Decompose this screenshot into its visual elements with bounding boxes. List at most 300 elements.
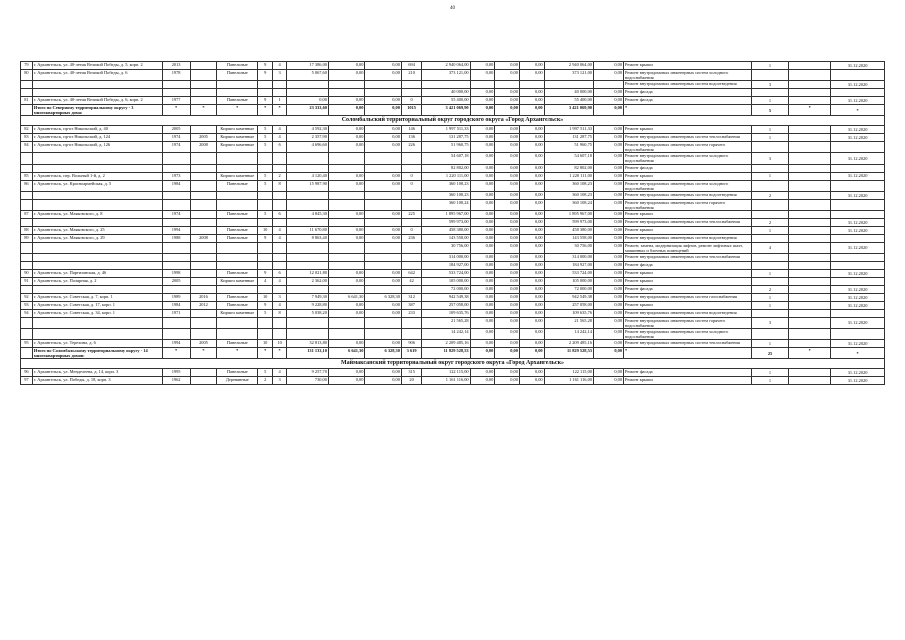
table-cell: 0,00 <box>365 309 401 317</box>
table-cell <box>751 142 789 153</box>
table-cell: 0,00 <box>593 226 623 234</box>
table-cell: 225 <box>401 210 421 218</box>
table-cell: Панельные <box>217 97 258 105</box>
table-cell: 0,00 <box>593 348 623 359</box>
table-cell: 1974 <box>162 134 190 142</box>
table-cell: 55 400,00 <box>422 97 470 105</box>
table-cell <box>162 329 190 340</box>
table-cell <box>751 180 789 191</box>
table-cell <box>287 89 329 97</box>
table-cell: 0,00 <box>365 142 401 153</box>
table-cell: 21 565,28 <box>422 317 470 328</box>
table-cell: Ремонт крыши <box>624 277 752 285</box>
table-cell: Ремонт крыши <box>624 226 752 234</box>
table-cell <box>190 317 217 328</box>
table-cell: 360 108,24 <box>544 199 593 210</box>
table-cell: 0,00 <box>470 126 495 134</box>
table-cell: 82 <box>21 126 33 134</box>
table-cell: 86 <box>21 180 33 191</box>
table-cell <box>190 261 217 269</box>
table-cell: 0,00 <box>328 226 364 234</box>
table-cell <box>789 218 831 226</box>
table-cell: 31.12.2020 <box>831 285 885 293</box>
table-cell: Ремонт внутридомовых инженерных систем теплоснабжения <box>624 253 752 261</box>
table-cell: Панельные <box>217 369 258 377</box>
table-cell: 5 <box>258 210 273 218</box>
table-cell: 5 <box>258 142 273 153</box>
table-cell <box>190 172 217 180</box>
table-cell: 81 <box>21 97 33 105</box>
table-cell: 42 <box>401 277 421 285</box>
table-cell: 0,00 <box>593 293 623 301</box>
table-cell: 93 <box>21 301 33 309</box>
table-cell: 122 115,00 <box>544 369 593 377</box>
table-row <box>21 142 885 153</box>
table-cell: 360 108,23 <box>422 180 470 191</box>
table-cell: 0,00 <box>365 340 401 348</box>
table-cell: 4 592,30 <box>287 126 329 134</box>
table-cell <box>751 199 789 210</box>
table-cell: * <box>273 348 287 359</box>
table-cell: 0,00 <box>519 277 544 285</box>
table-cell: 2005 <box>162 277 190 285</box>
table-cell: Ремонт крыши <box>624 210 752 218</box>
table-cell: г. Архангельск, ул. 40-летия Великой Победы, д. 6 <box>32 70 162 81</box>
table-cell: 360 108,24 <box>422 199 470 210</box>
table-cell <box>190 180 217 191</box>
table-cell: 2 209 485,16 <box>422 340 470 348</box>
table-cell: 10 <box>273 340 287 348</box>
table-cell: 1015 <box>401 105 421 116</box>
table-cell: 10 <box>258 226 273 234</box>
table-row <box>21 377 885 385</box>
table-cell: 360 108,23 <box>544 180 593 191</box>
table-cell <box>190 126 217 134</box>
table-cell: 0,00 <box>495 105 520 116</box>
table-cell <box>789 329 831 340</box>
table-cell: 4 <box>273 234 287 242</box>
table-cell: г. Архангельск, ул. Партизанская, д. 46 <box>32 269 162 277</box>
table-cell <box>365 81 401 89</box>
table-cell: 10 <box>258 340 273 348</box>
table-cell <box>32 218 162 226</box>
table-cell <box>789 340 831 348</box>
table-cell: 3 421 069,90 <box>544 105 593 116</box>
table-cell <box>365 199 401 210</box>
table-cell <box>401 153 421 164</box>
table-cell: 2013 <box>162 62 190 70</box>
table-cell <box>190 329 217 340</box>
table-cell: Итого по Северному территориальному округу - 3 многоквартирных дома: <box>32 105 162 116</box>
table-cell <box>32 81 162 89</box>
table-cell: 226 <box>401 142 421 153</box>
table-cell: 80 <box>21 70 33 81</box>
table-cell: 0,00 <box>593 153 623 164</box>
table-cell <box>365 242 401 253</box>
table-cell: 2 <box>751 285 789 293</box>
table-cell: 0,00 <box>519 348 544 359</box>
table-cell <box>789 309 831 317</box>
table-cell: 31.12.2020 <box>831 62 885 70</box>
section-header-row <box>21 116 885 126</box>
table-cell: 1994 <box>162 340 190 348</box>
table-cell: 6 641,30 <box>328 293 364 301</box>
table-cell: 72 000,00 <box>544 285 593 293</box>
table-cell: 1 220 111,00 <box>422 172 470 180</box>
table-cell: Панельные <box>217 210 258 218</box>
table-cell: 0,00 <box>593 269 623 277</box>
table-cell: 0 <box>401 226 421 234</box>
table-cell: 0,00 <box>470 164 495 172</box>
table-cell <box>21 329 33 340</box>
table-cell: 0,00 <box>519 329 544 340</box>
section-title: Соломбальский территориальный округ городского округа «Город Архангельск» <box>21 116 885 126</box>
table-cell: 9 <box>258 269 273 277</box>
table-cell: 1971 <box>162 309 190 317</box>
table-cell: 31.12.2020 <box>831 317 885 328</box>
table-cell <box>162 153 190 164</box>
table-cell: Панельные <box>217 62 258 70</box>
table-cell <box>258 81 273 89</box>
table-row <box>21 234 885 242</box>
table-cell: Ремонт внутридомовых инженерных систем теплоснабжения <box>624 340 752 348</box>
table-cell <box>831 277 885 285</box>
table-cell: 184 927,00 <box>544 261 593 269</box>
table-cell <box>401 253 421 261</box>
table-cell: Ремонт крыши <box>624 377 752 385</box>
table-cell: 0,00 <box>365 210 401 218</box>
table-cell <box>365 329 401 340</box>
table-cell <box>789 62 831 70</box>
table-cell <box>831 199 885 210</box>
table-cell: 1 <box>751 62 789 70</box>
table-cell <box>789 234 831 242</box>
table-cell: 12 021,80 <box>287 269 329 277</box>
table-cell <box>789 134 831 142</box>
table-cell <box>751 70 789 81</box>
table-cell <box>21 242 33 253</box>
table-cell: 1973 <box>162 172 190 180</box>
table-cell: 131 287,75 <box>422 134 470 142</box>
table-cell <box>287 81 329 89</box>
table-cell: 4 <box>273 369 287 377</box>
table-cell: 458 380,00 <box>422 226 470 234</box>
table-cell: 4 <box>273 226 287 234</box>
table-cell: 0,00 <box>593 134 623 142</box>
table-cell <box>401 242 421 253</box>
table-cell: Ремонт внутридомовых инженерных систем водоотведения <box>624 81 752 89</box>
table-cell: 89 <box>21 234 33 242</box>
table-cell: 3 <box>273 70 287 81</box>
table-cell: Деревянные <box>217 377 258 385</box>
table-cell: 1 <box>273 97 287 105</box>
table-cell <box>32 329 162 340</box>
table-cell: * <box>162 348 190 359</box>
table-cell: * <box>258 348 273 359</box>
table-cell: 360 108,23 <box>544 191 593 199</box>
table-cell: 0,00 <box>519 317 544 328</box>
table-cell: 1994 <box>162 226 190 234</box>
table-cell <box>217 191 258 199</box>
table-cell <box>789 210 831 218</box>
table-cell <box>789 317 831 328</box>
table-cell: 0,00 <box>328 97 364 105</box>
table-cell: Ремонт внутридомовых инженерных систем горячего водоснабжения <box>624 142 752 153</box>
table-cell <box>365 89 401 97</box>
table-cell: 90 <box>21 269 33 277</box>
table-cell: 32 813,80 <box>287 340 329 348</box>
table-cell <box>287 153 329 164</box>
table-cell: 4 <box>273 126 287 134</box>
table-cell <box>190 81 217 89</box>
table-cell: Ремонт внутридомовых инженерных систем холодного водоснабжения <box>624 70 752 81</box>
table-cell: 25 <box>751 348 789 359</box>
table-cell: * <box>190 348 217 359</box>
table-cell: 0,00 <box>519 180 544 191</box>
repair-program-table <box>20 61 885 385</box>
table-cell: 0,00 <box>328 70 364 81</box>
table-cell: 0,00 <box>470 340 495 348</box>
table-cell: 31.12.2020 <box>831 377 885 385</box>
table-cell: 0,00 <box>365 62 401 70</box>
table-cell: 0,00 <box>495 242 520 253</box>
table-cell: г. Архангельск, ул. Терехина, д. 6 <box>32 340 162 348</box>
table-cell: 0,00 <box>495 369 520 377</box>
table-cell: 0,00 <box>365 269 401 277</box>
table-cell: * <box>162 105 190 116</box>
table-cell: 146 <box>401 126 421 134</box>
table-row <box>21 340 885 348</box>
table-cell: 6 641,30 <box>328 348 364 359</box>
table-cell: 1 <box>751 126 789 134</box>
table-cell <box>32 191 162 199</box>
table-cell <box>365 261 401 269</box>
table-cell: 54 607,18 <box>544 153 593 164</box>
table-cell: 0,00 <box>328 301 364 309</box>
table-cell: 0,00 <box>470 377 495 385</box>
table-cell: г. Архангельск, пр-кт Никольский, д. 40 <box>32 126 162 134</box>
table-cell <box>258 285 273 293</box>
table-cell <box>751 234 789 242</box>
table-cell <box>401 81 421 89</box>
table-cell: 0,00 <box>495 261 520 269</box>
table-cell <box>789 126 831 134</box>
table-cell: 8 863,40 <box>287 234 329 242</box>
table-cell <box>162 261 190 269</box>
table-cell: 533 724,00 <box>422 269 470 277</box>
table-cell: 0,00 <box>365 301 401 309</box>
table-cell <box>287 242 329 253</box>
table-cell <box>831 164 885 172</box>
table-cell <box>831 180 885 191</box>
table-cell <box>190 89 217 97</box>
table-cell: Панельные <box>217 269 258 277</box>
table-cell <box>831 329 885 340</box>
table-cell: 9 <box>258 70 273 81</box>
table-cell: 0,00 <box>470 348 495 359</box>
table-cell: 0,00 <box>328 210 364 218</box>
table-cell: 31.12.2020 <box>831 242 885 253</box>
table-cell: 0,00 <box>519 293 544 301</box>
table-cell <box>190 269 217 277</box>
table-cell: 131 287,75 <box>544 134 593 142</box>
table-cell: 4 <box>273 62 287 70</box>
table-cell: 105 000,00 <box>544 277 593 285</box>
table-cell: Панельные <box>217 70 258 81</box>
table-cell: 2 209 485,16 <box>544 340 593 348</box>
table-cell: * <box>789 105 831 116</box>
table-cell: 5 <box>258 309 273 317</box>
table-cell: 0,00 <box>495 180 520 191</box>
table-cell: 0,00 <box>328 142 364 153</box>
table-cell: 5 <box>258 134 273 142</box>
table-cell: * <box>831 348 885 359</box>
table-cell <box>789 89 831 97</box>
table-cell: Ремонт крыши <box>624 62 752 70</box>
table-cell: 11 670,80 <box>287 226 329 234</box>
table-cell: 143 558,00 <box>544 234 593 242</box>
table-cell <box>217 81 258 89</box>
table-cell <box>751 329 789 340</box>
table-cell <box>217 317 258 328</box>
table-cell: 0,00 <box>495 134 520 142</box>
table-cell <box>258 242 273 253</box>
table-cell: 0,00 <box>519 70 544 81</box>
table-cell: 0,00 <box>495 218 520 226</box>
table-cell <box>789 253 831 261</box>
table-row <box>21 172 885 180</box>
table-cell: 30 756,00 <box>544 242 593 253</box>
table-cell: 0,00 <box>495 97 520 105</box>
table-cell: 0,00 <box>519 253 544 261</box>
table-cell: 0,00 <box>470 89 495 97</box>
table-cell: 0,00 <box>495 329 520 340</box>
table-cell <box>190 226 217 234</box>
table-cell <box>401 261 421 269</box>
table-cell: 0,00 <box>519 105 544 116</box>
table-cell: 0,00 <box>519 142 544 153</box>
table-cell: 0,00 <box>470 70 495 81</box>
table-cell: 0,00 <box>328 62 364 70</box>
table-cell: 11 829 528,53 <box>422 348 470 359</box>
table-cell: 0,00 <box>365 172 401 180</box>
table-row <box>21 191 885 199</box>
table-cell: 1 895 967,00 <box>544 210 593 218</box>
table-cell: г. Архангельск, ул. Советская, д. 34, корп. 1 <box>32 309 162 317</box>
table-cell: 0,00 <box>593 285 623 293</box>
table-cell <box>328 317 364 328</box>
table-cell: 0,00 <box>495 191 520 199</box>
table-cell: 31.12.2020 <box>831 153 885 164</box>
table-cell: Кирпич каменные <box>217 126 258 134</box>
table-cell: 0,00 <box>593 377 623 385</box>
table-cell <box>217 164 258 172</box>
table-cell: 1 161 116,00 <box>544 377 593 385</box>
table-cell: г. Архангельск, ул. Победы, д. 18, корп. 3 <box>32 377 162 385</box>
table-cell: 0,00 <box>593 126 623 134</box>
table-cell: * <box>258 105 273 116</box>
table-cell <box>789 226 831 234</box>
table-row <box>21 218 885 226</box>
table-cell: 20 <box>401 377 421 385</box>
table-cell: 0,00 <box>519 172 544 180</box>
table-cell: 0,00 <box>328 134 364 142</box>
table-cell: г. Архангельск, ул. 40-летия Великой Победы, д. 5, корп. 2 <box>32 62 162 70</box>
table-cell: 1 <box>751 134 789 142</box>
table-cell <box>162 199 190 210</box>
table-cell: 2 362,00 <box>287 277 329 285</box>
table-cell: 1989 <box>162 293 190 301</box>
table-row <box>21 153 885 164</box>
table-cell: Ремонт фасада <box>624 97 752 105</box>
table-cell: 0,00 <box>470 218 495 226</box>
table-cell <box>831 261 885 269</box>
table-cell: 0,00 <box>593 191 623 199</box>
table-cell: 2012 <box>190 301 217 309</box>
table-cell <box>328 261 364 269</box>
table-cell <box>217 253 258 261</box>
table-cell: 0,00 <box>365 277 401 285</box>
table-row <box>21 242 885 253</box>
table-cell: г. Архангельск, пер. Вольный 1-й, д. 2 <box>32 172 162 180</box>
table-cell <box>217 89 258 97</box>
table-cell: 1 <box>751 377 789 385</box>
table-cell: 0,00 <box>593 301 623 309</box>
table-cell: 31.12.2020 <box>831 172 885 180</box>
table-cell: 0,00 <box>365 126 401 134</box>
table-cell: 0,00 <box>365 180 401 191</box>
table-cell: 0,00 <box>495 277 520 285</box>
table-cell: 1 <box>751 340 789 348</box>
table-cell <box>217 329 258 340</box>
table-cell: Ремонт внутридомовых инженерных систем холодного водоснабжения <box>624 329 752 340</box>
table-cell: Итого по Соломбальскому территориальному округу - 14 многоквартирных домов: <box>32 348 162 359</box>
table-cell <box>328 153 364 164</box>
table-cell: 0,00 <box>470 153 495 164</box>
table-cell: г. Архангельск, ул. 40-летия Великой Победы, д. 6, корп. 2 <box>32 97 162 105</box>
table-cell: * <box>273 105 287 116</box>
table-cell: 1962 <box>162 377 190 385</box>
table-cell: 0,00 <box>470 226 495 234</box>
table-cell <box>365 191 401 199</box>
table-cell <box>401 199 421 210</box>
table-cell <box>831 142 885 153</box>
table-cell: 3 <box>751 317 789 328</box>
table-cell: 0,00 <box>495 199 520 210</box>
table-row <box>21 253 885 261</box>
table-cell: 5 <box>258 172 273 180</box>
table-cell: 6 <box>273 210 287 218</box>
table-cell: 0,00 <box>593 210 623 218</box>
table-cell: 257 058,00 <box>422 301 470 309</box>
table-cell <box>162 191 190 199</box>
table-cell <box>217 218 258 226</box>
total-row <box>21 105 885 116</box>
table-row <box>21 301 885 309</box>
table-cell <box>751 253 789 261</box>
table-cell: г. Архангельск, ул. Маяковского, д. 25 <box>32 226 162 234</box>
table-cell <box>287 329 329 340</box>
table-cell <box>789 261 831 269</box>
table-cell: 0 <box>401 97 421 105</box>
table-cell: 0,00 <box>495 172 520 180</box>
table-cell: 0,00 <box>593 242 623 253</box>
table-cell: 11 829 528,53 <box>544 348 593 359</box>
table-cell <box>258 261 273 269</box>
table-cell: 0,00 <box>593 329 623 340</box>
table-cell: 5 <box>751 105 789 116</box>
table-cell <box>190 97 217 105</box>
